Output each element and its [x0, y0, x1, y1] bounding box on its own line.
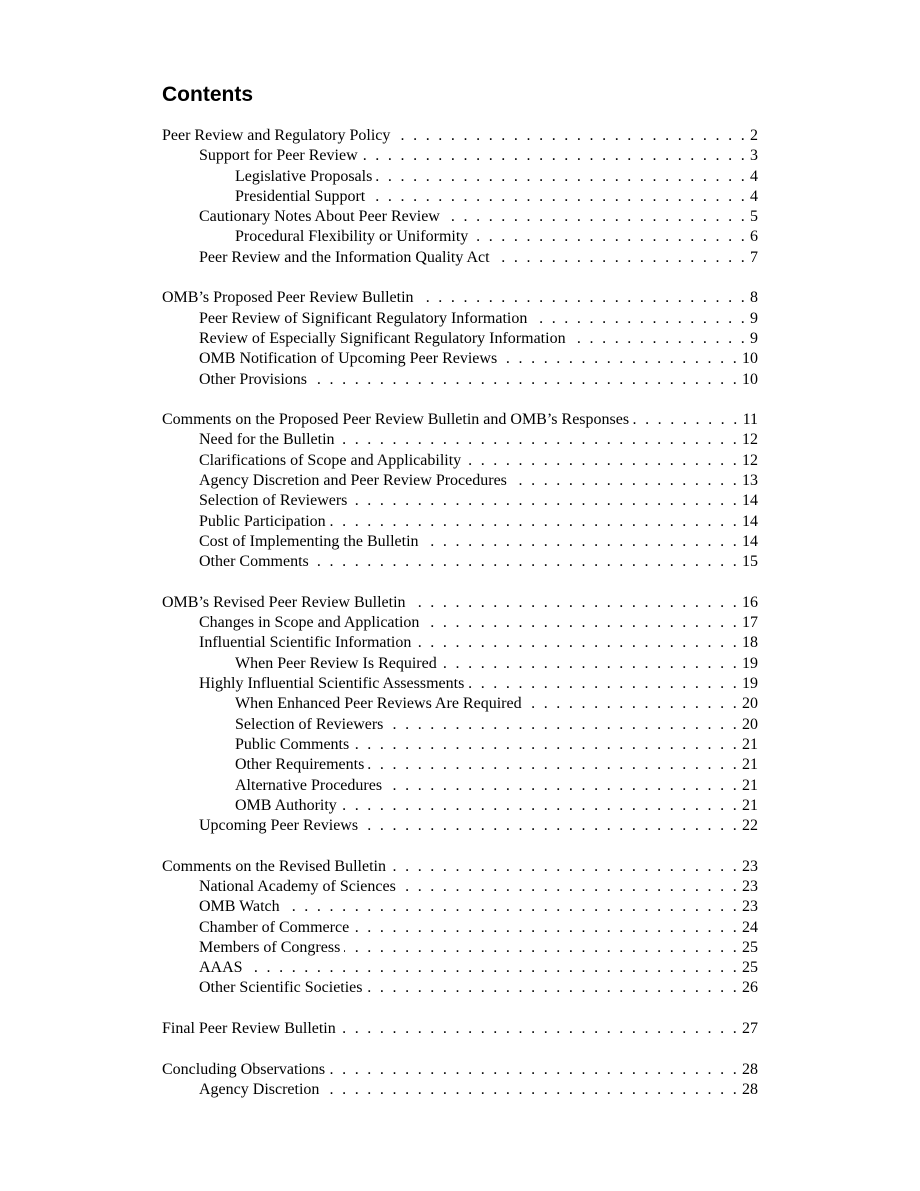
toc-entry-title: Public Participation: [199, 512, 326, 530]
contents-heading: Contents: [162, 83, 253, 106]
toc-entry-page-number: 5: [750, 208, 758, 226]
toc-entry-page-number: 6: [750, 228, 758, 246]
dot-leader: [415, 633, 739, 653]
toc-entry: [162, 126, 758, 146]
dot-leader: [313, 552, 739, 572]
dot-leader: [340, 1019, 739, 1039]
toc-entry-title: OMB’s Revised Peer Review Bulletin: [162, 593, 406, 611]
toc-entry-page-number: 19: [742, 675, 758, 693]
toc-entry-page-number: 12: [742, 431, 758, 449]
toc-entry-title: Clarifications of Scope and Applicability: [199, 451, 462, 469]
toc-entry-title: Changes in Scope and Application: [199, 614, 420, 632]
dot-leader: [386, 776, 739, 796]
toc-entry: [162, 918, 758, 938]
toc-entry: [162, 1080, 758, 1100]
dot-leader: [531, 309, 747, 329]
toc-entry-title: Selection of Reviewers: [235, 715, 384, 733]
dot-leader: [376, 167, 747, 187]
toc-entry-page-number: 20: [742, 695, 758, 713]
toc-entry: [162, 897, 758, 917]
dot-leader: [390, 857, 739, 877]
dot-leader: [423, 532, 739, 552]
toc-entry-title: Highly Influential Scientific Assessments: [199, 675, 465, 693]
toc-entry-page-number: 2: [750, 127, 758, 144]
toc-entry: [162, 958, 758, 978]
dot-leader: [353, 735, 739, 755]
dot-leader: [468, 674, 739, 694]
toc-entry: [162, 248, 758, 268]
toc-entry-page-number: 11: [742, 411, 758, 429]
dot-leader: [633, 410, 740, 430]
dot-leader: [341, 796, 739, 816]
toc-entry: [162, 451, 758, 471]
dot-leader: [344, 938, 739, 958]
toc-entry-page-number: 4: [750, 187, 758, 205]
toc-entry-title: Peer Review of Significant Regulatory Information: [199, 309, 528, 327]
dot-leader: [368, 755, 739, 775]
toc-entry: [162, 938, 758, 958]
toc-entry-title: Selection of Reviewers: [199, 492, 348, 510]
toc-entry: [162, 978, 758, 998]
toc-entry-title: Comments on the Revised Bulletin: [162, 857, 386, 875]
toc-entry-title: When Peer Review Is Required: [235, 654, 437, 672]
dot-leader: [284, 897, 739, 917]
toc-entry: [162, 857, 758, 877]
dot-leader: [494, 248, 747, 268]
dot-leader: [351, 491, 739, 511]
toc-entry-title: Procedural Flexibility or Uniformity: [235, 228, 469, 246]
toc-entry: [162, 1019, 758, 1039]
toc-entry: [162, 471, 758, 491]
dot-leader: [410, 593, 739, 613]
toc-entry-page-number: 26: [742, 979, 758, 997]
toc-entry-page-number: 13: [742, 472, 758, 490]
toc-entry-page-number: 27: [742, 1020, 758, 1038]
toc-entry-page-number: 10: [742, 370, 758, 388]
dot-leader: [444, 207, 747, 227]
toc-entry-title: Agency Discretion: [199, 1080, 320, 1098]
toc-entry-title: When Enhanced Peer Reviews Are Required: [235, 695, 522, 713]
toc-entry: [162, 633, 758, 653]
dot-leader: [247, 958, 739, 978]
dot-leader: [362, 816, 739, 836]
toc-entry-title: Concluding Observations: [162, 1060, 326, 1078]
toc-entry-page-number: 9: [750, 329, 758, 347]
toc-entry-page-number: 3: [750, 147, 758, 165]
toc-entry-title: Final Peer Review Bulletin: [162, 1020, 336, 1038]
toc-entry-title: Peer Review and the Information Quality Act: [199, 248, 490, 266]
toc-entry-page-number: 23: [742, 898, 758, 916]
toc-entry-page-number: 7: [750, 248, 758, 266]
toc-entry: [162, 227, 758, 247]
toc-entry-title: AAAS: [199, 959, 243, 977]
toc-entry: [162, 755, 758, 775]
toc-entry-title: Presidential Support: [235, 187, 366, 205]
toc-entry: [162, 370, 758, 390]
toc-entry-title: Peer Review and Regulatory Policy: [162, 127, 391, 144]
toc-entry-page-number: 8: [750, 289, 758, 307]
toc-entry-page-number: 25: [742, 959, 758, 977]
toc-entry-title: Agency Discretion and Peer Review Procedures: [199, 472, 507, 490]
dot-leader: [472, 227, 747, 247]
toc-entry: [162, 309, 758, 329]
toc-entry: [162, 654, 758, 674]
toc-entry-page-number: 15: [742, 553, 758, 571]
toc-entry-title: Review of Especially Significant Regulatory Information: [199, 329, 566, 347]
toc-entry: [162, 146, 758, 166]
toc-entry: [162, 491, 758, 511]
dot-leader: [501, 349, 739, 369]
toc-entry-title: Chamber of Commerce: [199, 918, 350, 936]
toc-entry: [162, 816, 758, 836]
dot-leader: [423, 613, 739, 633]
toc-entry-page-number: 21: [742, 735, 758, 753]
toc-entry: [162, 532, 758, 552]
toc-entry: [162, 288, 758, 308]
dot-leader: [526, 694, 739, 714]
toc-entry-page-number: 20: [742, 715, 758, 733]
toc-entry-page-number: 18: [742, 634, 758, 652]
toc-entry-page-number: 21: [742, 776, 758, 794]
dot-leader: [570, 329, 747, 349]
dot-leader: [367, 978, 739, 998]
toc-entry: [162, 613, 758, 633]
toc-entry-title: OMB Authority: [235, 796, 337, 814]
toc-entry-page-number: 4: [750, 167, 758, 185]
toc-entry: [162, 796, 758, 816]
toc-entry-page-number: 23: [742, 877, 758, 895]
dot-leader: [362, 146, 747, 166]
toc-entry-page-number: 17: [742, 614, 758, 632]
toc-entry-title: Members of Congress: [199, 938, 341, 956]
toc-entry: [162, 877, 758, 897]
toc-entry-page-number: 12: [742, 451, 758, 469]
toc-entry: [162, 715, 758, 735]
toc-entry: [162, 187, 758, 207]
dot-leader: [329, 1060, 739, 1080]
toc-entry: [162, 512, 758, 532]
toc-entry-title: Upcoming Peer Reviews: [199, 817, 359, 835]
dot-leader: [465, 451, 739, 471]
dot-leader: [511, 471, 739, 491]
toc-entry-page-number: 25: [742, 938, 758, 956]
dot-leader: [353, 918, 739, 938]
dot-leader: [369, 187, 747, 207]
toc-entry-title: Other Provisions: [199, 370, 307, 388]
dot-leader: [339, 430, 739, 450]
toc-entry: [162, 1060, 758, 1080]
toc-entry: [162, 776, 758, 796]
table-of-contents: [162, 126, 758, 1100]
toc-entry-page-number: 14: [742, 512, 758, 530]
toc-entry-page-number: 28: [742, 1060, 758, 1078]
toc-entry: [162, 735, 758, 755]
toc-entry: [162, 349, 758, 369]
toc-entry: [162, 593, 758, 613]
toc-entry-title: Influential Scientific Information: [199, 634, 412, 652]
dot-leader: [418, 288, 747, 308]
toc-entry-page-number: 21: [742, 756, 758, 774]
dot-leader: [323, 1080, 739, 1100]
toc-entry: [162, 329, 758, 349]
toc-entry-page-number: 22: [742, 817, 758, 835]
dot-leader: [387, 715, 739, 735]
toc-entry-title: Other Scientific Societies: [199, 979, 363, 997]
toc-entry-title: Cost of Implementing the Bulletin: [199, 532, 419, 550]
toc-entry-title: OMB Watch: [199, 898, 280, 916]
toc-entry-page-number: 10: [742, 350, 758, 368]
toc-entry-title: Other Comments: [199, 553, 309, 571]
toc-entry: [162, 694, 758, 714]
dot-leader: [330, 512, 739, 532]
dot-leader: [400, 877, 739, 897]
toc-entry-title: OMB Notification of Upcoming Peer Reviews: [199, 350, 498, 368]
toc-entry: [162, 167, 758, 187]
toc-entry-title: National Academy of Sciences: [199, 877, 396, 895]
toc-entry-title: Support for Peer Review: [199, 147, 358, 165]
toc-entry-page-number: 23: [742, 857, 758, 875]
dot-leader: [441, 654, 739, 674]
toc-entry-title: OMB’s Proposed Peer Review Bulletin: [162, 289, 414, 307]
toc-entry-title: Other Requirements: [235, 756, 365, 774]
dot-leader: [311, 370, 739, 390]
toc-entry: [162, 430, 758, 450]
toc-entry: [162, 410, 758, 430]
toc-entry-title: Public Comments: [235, 735, 350, 753]
toc-entry-title: Alternative Procedures: [235, 776, 383, 794]
toc-entry-title: Need for the Bulletin: [199, 431, 335, 449]
toc-entry-page-number: 14: [742, 492, 758, 510]
toc-entry-page-number: 28: [742, 1080, 758, 1098]
toc-entry-page-number: 16: [742, 593, 758, 611]
toc-entry-title: Legislative Proposals: [235, 167, 373, 185]
toc-entry: [162, 674, 758, 694]
toc-entry-title: Cautionary Notes About Peer Review: [199, 208, 440, 226]
toc-entry-page-number: 19: [742, 654, 758, 672]
dot-leader: [394, 126, 747, 146]
toc-entry-title: Comments on the Proposed Peer Review Bulletin and OMB’s Responses: [162, 411, 630, 429]
toc-entry-page-number: 9: [750, 309, 758, 327]
toc-entry: [162, 552, 758, 572]
toc-entry-page-number: 21: [742, 796, 758, 814]
toc-entry-page-number: 14: [742, 532, 758, 550]
toc-entry-page-number: 24: [742, 918, 758, 936]
toc-entry: [162, 207, 758, 227]
